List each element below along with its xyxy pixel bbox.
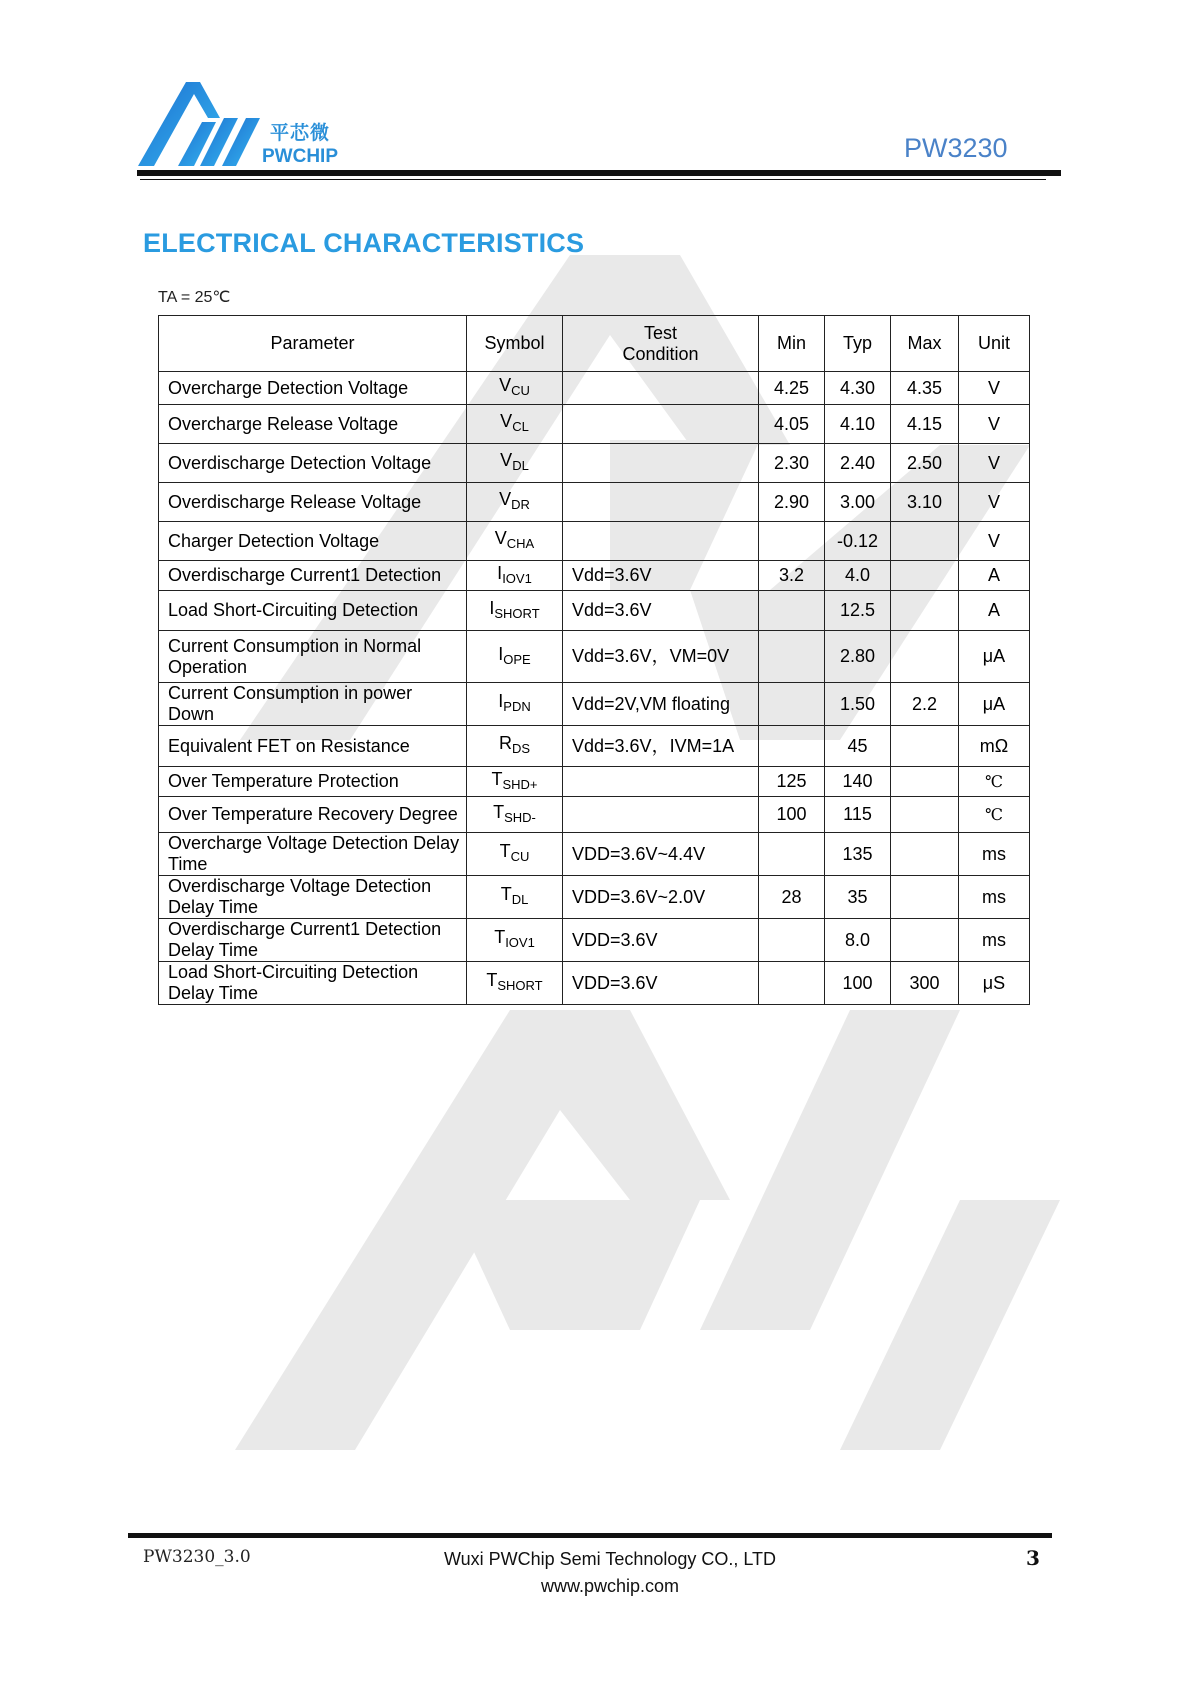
cell-symbol (467, 591, 563, 631)
header-rule-thin (140, 179, 1046, 180)
header-test-condition (563, 316, 759, 372)
symbol-subscript: CL (512, 419, 529, 434)
cell-max: 3.10 (891, 483, 959, 522)
cell-parameter: Current Consumption in power Down (159, 683, 467, 726)
table-row (159, 767, 1030, 797)
symbol-letter: I (489, 597, 495, 618)
cell-parameter: Overcharge Voltage Detection Delay Time (159, 833, 467, 876)
logo-chinese-name: 平芯微 (270, 123, 331, 144)
cell-test-condition (563, 372, 759, 405)
cell-max: 300 (891, 962, 959, 1005)
cell-parameter: Equivalent FET on Resistance (159, 726, 467, 767)
cell-symbol (467, 767, 563, 797)
cell-unit: ℃ (959, 767, 1030, 797)
header-test-line2: Condition (622, 343, 699, 364)
cell-typ: 135 (825, 833, 891, 876)
table-row (159, 372, 1030, 405)
cell-unit: μS (959, 962, 1030, 1005)
footer-website: www.pwchip.com (540, 1576, 680, 1596)
symbol-subscript: OPE (503, 651, 531, 667)
header-symbol: Symbol (467, 316, 563, 372)
cell-unit: ms (959, 876, 1030, 919)
cell-min (759, 833, 825, 876)
cell-typ: 115 (825, 797, 891, 833)
symbol-letter: T (493, 801, 505, 822)
table-row (159, 876, 1030, 919)
cell-min: 3.2 (759, 561, 825, 591)
symbol-subscript: SHORT (494, 605, 540, 621)
symbol-subscript: DR (511, 497, 530, 512)
cell-symbol (467, 561, 563, 591)
symbol-letter: V (500, 450, 513, 470)
cell-unit: V (959, 522, 1030, 561)
symbol-subscript: SHD+ (502, 776, 538, 792)
symbol-letter: I (498, 643, 504, 664)
cell-max (891, 631, 959, 683)
cell-parameter: Current Consumption in Normal Operation (159, 631, 467, 683)
symbol-subscript: SHORT (497, 978, 543, 993)
cell-typ: 35 (825, 876, 891, 919)
ambient-temperature-note: TA = 25℃ (158, 289, 231, 306)
cell-parameter: Overdischarge Release Voltage (159, 483, 467, 522)
cell-min (759, 631, 825, 683)
cell-parameter: Load Short-Circuiting Detection Delay Time (159, 962, 467, 1005)
header-test-line1: Test (643, 322, 677, 343)
table-row (159, 726, 1030, 767)
cell-typ: 12.5 (825, 591, 891, 631)
cell-parameter: Charger Detection Voltage (159, 522, 467, 561)
cell-parameter: Over Temperature Protection (159, 767, 467, 797)
cell-unit: V (959, 405, 1030, 444)
table-row (159, 561, 1030, 591)
cell-symbol (467, 522, 563, 561)
symbol-subscript: CU (511, 383, 530, 398)
cell-parameter: Overcharge Release Voltage (159, 405, 467, 444)
cell-symbol (467, 372, 563, 405)
symbol-subscript: DL (512, 458, 529, 473)
cell-max (891, 797, 959, 833)
cell-max (891, 561, 959, 591)
cell-typ: 2.40 (825, 444, 891, 483)
page-number: 3 (1026, 1546, 1040, 1570)
table-row (159, 797, 1030, 833)
symbol-subscript: IOV1 (505, 935, 535, 950)
cell-test-condition (563, 522, 759, 561)
cell-symbol (467, 683, 563, 726)
cell-max (891, 522, 959, 561)
cell-test-condition: VDD=3.6V~2.0V (563, 876, 759, 919)
cell-max (891, 767, 959, 797)
symbol-letter: T (486, 970, 498, 990)
cell-typ: 140 (825, 767, 891, 797)
cell-symbol (467, 726, 563, 767)
cell-test-condition: Vdd=2V,VM floating (563, 683, 759, 726)
header-min: Min (759, 316, 825, 372)
cell-test-condition (563, 767, 759, 797)
cell-parameter: Overcharge Detection Voltage (159, 372, 467, 405)
cell-parameter: Overdischarge Current1 Detection (159, 561, 467, 591)
electrical-characteristics-table (158, 315, 1030, 1005)
cell-max: 2.2 (891, 683, 959, 726)
cell-min (759, 591, 825, 631)
footer-rule (128, 1533, 1052, 1538)
cell-unit: ms (959, 833, 1030, 876)
table-row (159, 444, 1030, 483)
table-row (159, 833, 1030, 876)
cell-parameter: Overdischarge Current1 Detection Delay Time (159, 919, 467, 962)
cell-min: 2.90 (759, 483, 825, 522)
cell-test-condition: VDD=3.6V (563, 962, 759, 1005)
table-body (159, 372, 1030, 1005)
cell-parameter: Load Short-Circuiting Detection (159, 591, 467, 631)
symbol-subscript: PDN (503, 699, 531, 714)
cell-typ: -0.12 (825, 522, 891, 561)
table-row (159, 919, 1030, 962)
symbol-letter: T (494, 927, 506, 947)
cell-test-condition (563, 405, 759, 444)
cell-max (891, 726, 959, 767)
table-header-row (159, 316, 1030, 372)
cell-unit: V (959, 483, 1030, 522)
cell-test-condition (563, 444, 759, 483)
cell-symbol (467, 483, 563, 522)
cell-min (759, 683, 825, 726)
footer-doc-version: PW3230_3.0 (143, 1547, 251, 1567)
table-row (159, 631, 1030, 683)
cell-test-condition (563, 797, 759, 833)
symbol-letter: V (494, 528, 507, 548)
cell-test-condition: Vdd=3.6V (563, 591, 759, 631)
cell-symbol (467, 962, 563, 1005)
table-row (159, 962, 1030, 1005)
cell-unit: V (959, 444, 1030, 483)
symbol-letter: I (498, 691, 504, 711)
symbol-subscript: CHA (506, 536, 535, 551)
cell-min (759, 726, 825, 767)
cell-symbol (467, 919, 563, 962)
cell-typ: 8.0 (825, 919, 891, 962)
cell-test-condition: Vdd=3.6V，IVM=1A (563, 726, 759, 767)
symbol-letter: V (499, 375, 512, 395)
cell-typ: 4.10 (825, 405, 891, 444)
table-row (159, 522, 1030, 561)
symbol-subscript: CU (510, 849, 530, 864)
cell-typ: 4.30 (825, 372, 891, 405)
cell-typ: 4.0 (825, 561, 891, 591)
cell-symbol (467, 444, 563, 483)
cell-test-condition (563, 483, 759, 522)
cell-min (759, 962, 825, 1005)
cell-min: 28 (759, 876, 825, 919)
cell-typ: 3.00 (825, 483, 891, 522)
cell-test-condition: VDD=3.6V (563, 919, 759, 962)
header-max: Max (891, 316, 959, 372)
cell-symbol (467, 833, 563, 876)
cell-test-condition: Vdd=3.6V，VM=0V (563, 631, 759, 683)
cell-typ: 2.80 (825, 631, 891, 683)
table-row (159, 591, 1030, 631)
header-unit: Unit (959, 316, 1030, 372)
cell-unit: mΩ (959, 726, 1030, 767)
cell-min: 4.25 (759, 372, 825, 405)
pwchip-logo-icon (138, 80, 278, 168)
cell-max (891, 591, 959, 631)
cell-max (891, 919, 959, 962)
logo-english-name: PWCHIP (262, 146, 338, 167)
table-row (159, 683, 1030, 726)
cell-typ: 1.50 (825, 683, 891, 726)
cell-test-condition: VDD=3.6V~4.4V (563, 833, 759, 876)
cell-test-condition: Vdd=3.6V (563, 561, 759, 591)
header-rule (137, 170, 1061, 176)
cell-min: 100 (759, 797, 825, 833)
cell-symbol (467, 631, 563, 683)
symbol-subscript: IOV1 (502, 570, 532, 586)
document-id: PW3230 (904, 133, 1008, 163)
cell-unit: A (959, 561, 1030, 591)
cell-max: 4.15 (891, 405, 959, 444)
table-row (159, 483, 1030, 522)
cell-typ: 100 (825, 962, 891, 1005)
cell-parameter: Overdischarge Voltage Detection Delay Time (159, 876, 467, 919)
cell-max (891, 833, 959, 876)
cell-unit: ℃ (959, 797, 1030, 833)
cell-symbol (467, 876, 563, 919)
cell-unit: μA (959, 683, 1030, 726)
symbol-letter: R (498, 733, 512, 753)
symbol-letter: V (500, 411, 513, 431)
symbol-letter: T (499, 841, 511, 861)
symbol-letter: T (491, 768, 503, 789)
cell-unit: μA (959, 631, 1030, 683)
cell-symbol (467, 797, 563, 833)
cell-parameter: Overdischarge Detection Voltage (159, 444, 467, 483)
symbol-subscript: DS (511, 741, 531, 756)
symbol-subscript: SHD- (504, 809, 536, 825)
header-parameter: Parameter (159, 316, 467, 372)
symbol-letter: V (499, 489, 512, 509)
cell-symbol (467, 405, 563, 444)
symbol-subscript: DL (511, 892, 529, 907)
header-typ: Typ (825, 316, 891, 372)
section-title: ELECTRICAL CHARACTERISTICS (143, 228, 585, 258)
cell-min: 2.30 (759, 444, 825, 483)
cell-min (759, 919, 825, 962)
cell-min (759, 522, 825, 561)
cell-min: 125 (759, 767, 825, 797)
symbol-letter: I (497, 562, 503, 583)
cell-parameter: Over Temperature Recovery Degree (159, 797, 467, 833)
cell-unit: ms (959, 919, 1030, 962)
symbol-letter: T (500, 884, 512, 904)
cell-typ: 45 (825, 726, 891, 767)
table-row (159, 405, 1030, 444)
cell-max: 4.35 (891, 372, 959, 405)
cell-max (891, 876, 959, 919)
cell-unit: V (959, 372, 1030, 405)
footer-company: Wuxi PWChip Semi Technology CO., LTD (443, 1549, 777, 1569)
cell-min: 4.05 (759, 405, 825, 444)
cell-unit: A (959, 591, 1030, 631)
cell-max: 2.50 (891, 444, 959, 483)
